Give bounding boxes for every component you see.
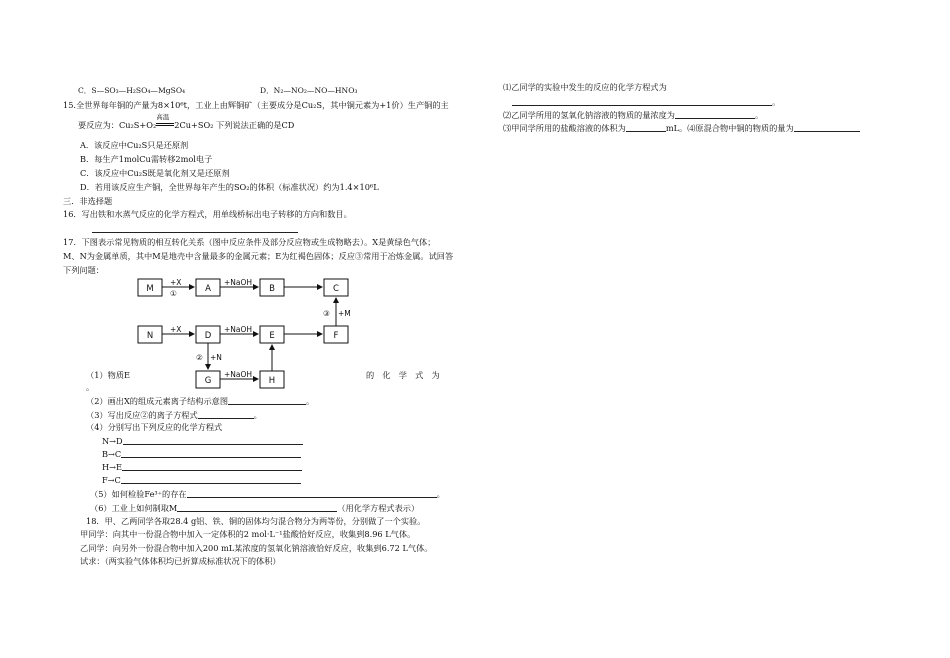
edge-n-d: +X bbox=[170, 325, 182, 334]
edge-d-g-label: +N bbox=[210, 353, 222, 362]
label-a: A bbox=[205, 284, 211, 294]
edge-m-a-top: +X bbox=[170, 278, 182, 287]
answer-blank[interactable] bbox=[187, 489, 437, 498]
q15-option-d: D．若用该反应生产铜，全世界每年产生的SO₂的体积（标准状况）约为1.4×10⁶L bbox=[80, 182, 379, 192]
q16-text: 16．写出铁和水蒸气反应的化学方程式，用单线桥标出电子转移的方向和数目。 bbox=[63, 209, 352, 219]
right-q2: ⑵乙同学所用的氢氧化钠溶液的物质的量浓度为 。 bbox=[503, 110, 764, 120]
q17-p3: （3）写出反应②的离子方程式 。 bbox=[86, 410, 262, 420]
answer-blank[interactable] bbox=[794, 123, 860, 132]
edge-d-g-num: ② bbox=[196, 353, 203, 362]
label-b: B bbox=[269, 284, 275, 294]
option-d: D．N₂—NO₂—NO—HNO₃ bbox=[260, 86, 358, 95]
q18-line2: 甲同学：向其中一份混合物中加入一定体积的2 mol·L⁻¹盐酸恰好反应，收集到8.96 L气体。 bbox=[80, 529, 416, 539]
q16-answer-line[interactable] bbox=[92, 224, 298, 235]
q17-reaction-2: B→C bbox=[102, 449, 301, 460]
answer-blank[interactable] bbox=[198, 410, 254, 419]
q18-line3: 乙同学：向另外一份混合物中加入200 mL某浓度的氢氧化钠溶液恰好反应，收集到6.72 L气体。 bbox=[80, 543, 433, 553]
q17-line3: 下列问题： bbox=[63, 265, 104, 275]
label-f: F bbox=[333, 331, 339, 341]
edge-f-c-label: +M bbox=[338, 309, 351, 318]
answer-blank[interactable] bbox=[121, 449, 301, 458]
label-c: C bbox=[333, 284, 339, 294]
answer-blank[interactable] bbox=[121, 475, 301, 484]
label-m: M bbox=[146, 284, 154, 294]
edge-a-b: +NaOH bbox=[224, 278, 253, 287]
edge-d-e: +NaOH bbox=[224, 325, 253, 334]
flow-chart bbox=[130, 276, 370, 398]
reaction-condition: 高温 bbox=[156, 113, 170, 121]
answer-blank[interactable] bbox=[123, 436, 303, 445]
right-q1: ⑴乙同学的实验中发生的反应的化学方程式为 bbox=[503, 82, 667, 92]
q15-option-b: B．每生产1molCu需转移2mol电子 bbox=[80, 154, 213, 164]
edge-f-c-num: ③ bbox=[323, 309, 330, 318]
conversion-diagram bbox=[130, 276, 370, 401]
q17-line1: 17．下图表示常见物质的相互转化关系（图中反应条件及部分反应物或生成物略去）。X是黄绿色气体； bbox=[63, 237, 436, 247]
q17-p1-tail: 的 化 学 式 为 bbox=[366, 370, 440, 380]
edge-g-h: +NaOH bbox=[224, 370, 253, 379]
right-q1-answer: 。 bbox=[512, 97, 780, 108]
q17-reaction-4: F→C bbox=[102, 475, 301, 486]
label-e: E bbox=[269, 331, 275, 341]
label-n: N bbox=[146, 331, 154, 341]
q17-p1-label: （1）物质E bbox=[86, 370, 130, 380]
q15-line1: 15.全世界每年铜的产量为8×10⁶t，工业上由辉铜矿（主要成分是Cu₂S，其中铜元素为+1价）生产铜的主 bbox=[63, 100, 449, 110]
right-q3-q4: ⑶甲同学所用的盐酸溶液的体积为 mL。⑷原混合物中铜的物质的量为 bbox=[503, 123, 860, 134]
q17-line2: M、N为金属单质，其中M是地壳中含量最多的金属元素；E为红褐色固体；反应③常用于冶炼金属。试回答 bbox=[63, 251, 454, 261]
answer-blank[interactable] bbox=[228, 396, 306, 405]
section-heading: 三．非选择题 bbox=[63, 196, 113, 206]
label-g: G bbox=[204, 376, 212, 386]
q15-option-a: A．该反应中Cu₂S只是还原剂 bbox=[80, 140, 189, 150]
answer-blank[interactable] bbox=[675, 110, 755, 119]
option-c: C．S—SO₃—H₂SO₄—MgSO₄ bbox=[78, 86, 186, 95]
q17-p6: （6）工业上如何制取M （用化学方程式表示） bbox=[90, 503, 420, 513]
q18-line1: 18．甲、乙两同学各取28.4 g铝、铁、铜的固体均匀混合物分为两等份，分别做了一个实验。 bbox=[86, 516, 426, 526]
edge-m-a-bottom: ① bbox=[170, 289, 177, 298]
answer-blank[interactable] bbox=[177, 503, 337, 512]
q17-p4: （4）分别写出下列反应的化学方程式 bbox=[86, 422, 223, 432]
answer-blank[interactable] bbox=[626, 123, 666, 132]
label-d: D bbox=[204, 331, 212, 341]
answer-blank[interactable] bbox=[122, 462, 302, 471]
q17-reaction-1: N→D bbox=[102, 436, 303, 447]
q15-option-c: C．该反应中Cu₂S既是氧化剂又是还原剂 bbox=[80, 168, 230, 178]
reaction-arrow bbox=[156, 113, 174, 131]
label-h: H bbox=[268, 376, 276, 386]
q17-p1-end: 。 bbox=[86, 382, 95, 392]
q17-reaction-3: H→E bbox=[102, 462, 302, 473]
q17-p5: （5）如何检验Fe³⁺的存在 。 bbox=[90, 489, 445, 499]
q17-p2: （2）画出X的组成元素离子结构示意图 。 bbox=[86, 396, 315, 406]
q15-line2: 要反应为：Cu₂S+O₂ 高温 2Cu+SO₂ 下列说法正确的是CD bbox=[78, 113, 295, 130]
answer-blank[interactable] bbox=[512, 97, 772, 106]
q18-line4: 试求：（两实验气体体积均已折算成标准状况下的体积） bbox=[80, 556, 281, 566]
